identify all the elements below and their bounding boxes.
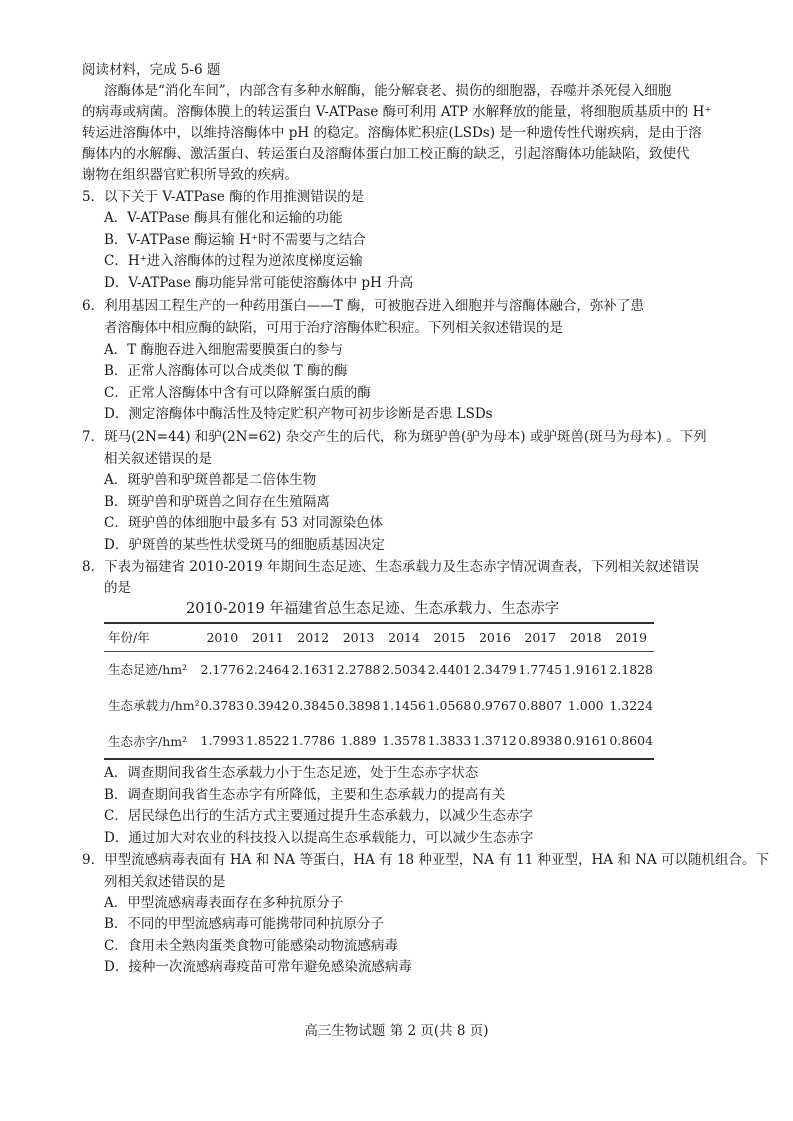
- question-8-option-b: B．调查期间我省生态赤字有所降低，主要和生态承载力的提高有关: [104, 787, 506, 803]
- table-cell: 2.1631: [291, 661, 336, 677]
- table-cell: 0.3845: [291, 697, 336, 713]
- question-9-stem: 9．甲型流感病毒表面有 HA 和 NA 等蛋白，HA 有 18 种亚型，NA 有 11 种亚型，HA 和 NA 可以随机组合。下: [82, 852, 769, 868]
- table-header-cell: 2019: [615, 629, 648, 645]
- table-row: [104, 687, 654, 723]
- passage-line: 谢物在组织器官贮积所导致的疾病。: [82, 167, 298, 183]
- question-7-option-c: C．斑驴兽的体细胞中最多有 53 对同源染色体: [104, 515, 384, 531]
- question-9-option-c: C．食用未全熟肉蛋类食物可能感染动物流感病毒: [104, 938, 398, 954]
- table-cell: 2.2788: [336, 661, 381, 677]
- table-cell: 1.3224: [609, 697, 654, 713]
- passage-line: 酶体内的水解酶、激活蛋白、转运蛋白及溶酶体蛋白加工校正酶的缺乏，引起溶酶体功能缺陷，致使代: [82, 146, 690, 162]
- question-6-option-a: A．T 酶胞吞进入细胞需要膜蛋白的参与: [104, 342, 344, 358]
- table-cell: 2.1776: [200, 661, 245, 677]
- table-cell: 0.8807: [518, 697, 563, 713]
- question-5-option-d: D．V-ATPase 酶功能异常可能使溶酶体中 pH 升高: [104, 275, 414, 291]
- table-header-cell: 2013: [342, 629, 375, 645]
- table-cell: 1.7993: [200, 733, 245, 748]
- question-6-option-d: D．测定溶酶体中酶活性及特定贮积产物可初步诊断是否患 LSDs: [104, 406, 493, 422]
- table-cell: 0.3783: [200, 697, 245, 713]
- question-7-stem-cont: 相关叙述错误的是: [104, 451, 212, 467]
- question-8-option-d: D．通过加大对农业的科技投入以提高生态承载能力，可以减少生态赤字: [104, 830, 534, 846]
- question-8-option-c: C．居民绿色出行的生活方式主要通过提升生态承载力，以减少生态赤字: [104, 808, 533, 824]
- table-cell: 0.3942: [245, 697, 290, 713]
- question-6-option-c: C．正常人溶酶体中含有可以降解蛋白质的酶: [104, 385, 371, 401]
- table-header-cell: 2011: [251, 629, 284, 645]
- question-5-option-b: B．V-ATPase 酶运输 H⁺时不需要与之结合: [104, 232, 366, 248]
- question-7-option-a: A．斑驴兽和驴斑兽都是二倍体生物: [104, 472, 317, 488]
- table-cell: 1.7745: [518, 661, 563, 677]
- ecology-table: [104, 622, 654, 760]
- table-header-cell: 2010: [206, 629, 239, 645]
- table-cell: 0.8938: [518, 733, 563, 748]
- table-cell: 0.3898: [336, 697, 381, 713]
- question-8-stem: 8．下表为福建省 2010-2019 年期间生态足迹、生态承载力及生态赤字情况调查表，下列相关叙述错误: [82, 559, 699, 575]
- question-9-option-d: D．接种一次流感病毒疫苗可常年避免感染流感病毒: [104, 959, 412, 975]
- table-cell: 2.3479: [473, 661, 517, 677]
- table-cell: 1.9161: [563, 661, 608, 677]
- table-header-cell: 2015: [433, 629, 466, 645]
- passage-line: 溶酶体是“消化车间”，内部含有多种水解酶，能分解衰老、损伤的细胞器，吞噬并杀死侵入细胞: [104, 83, 672, 99]
- table-cell: 生态足迹/hm²: [108, 662, 188, 678]
- question-9-option-a: A．甲型流感病毒表面存在多种抗原分子: [104, 895, 344, 911]
- question-6-stem: 6．利用基因工程生产的一种药用蛋白——T 酶，可被胞吞进入细胞并与溶酶体融合，弥补了患: [82, 298, 644, 314]
- passage-line: 转运进溶酶体中，以维持溶酶体中 pH 的稳定。溶酶体贮积症(LSDs) 是一种遗传性代谢疾病，是由于溶: [82, 125, 702, 141]
- table-cell: 0.9161: [563, 733, 608, 748]
- table-cell: 1.889: [340, 733, 377, 748]
- table-cell: 1.0568: [427, 697, 472, 713]
- table-cell: 生态承载力/hm²: [108, 698, 200, 713]
- question-9-option-b: B．不同的甲型流感病毒可能携带同种抗原分子: [104, 916, 384, 932]
- question-7-stem: 7．斑马(2N=44) 和驴(2N=62) 杂交产生的后代，称为斑驴兽(驴为母本) 或驴斑兽(斑马为母本) 。下列: [82, 429, 707, 445]
- table-cell: 生态赤字/hm²: [108, 733, 188, 749]
- table-cell: 0.8604: [609, 733, 654, 748]
- question-7-option-d: D．驴斑兽的某些性状受斑马的细胞质基因决定: [104, 537, 385, 553]
- question-8-option-a: A．调查期间我省生态承载力小于生态足迹，处于生态赤字状态: [104, 765, 479, 781]
- table-cell: 2.1828: [609, 661, 654, 677]
- question-6-stem-cont: 者溶酶体中相应酶的缺陷，可用于治疗溶酶体贮积症。下列相关叙述错误的是: [104, 320, 563, 336]
- table-header-row: [104, 623, 654, 651]
- passage-line: 的病毒或病菌。溶酶体膜上的转运蛋白 V-ATPase 酶可利用 ATP 水解释放的能量，将细胞质基质中的 H⁺: [82, 104, 712, 120]
- table-cell: 1.3833: [427, 733, 472, 748]
- table-cell: 1.3578: [382, 733, 426, 748]
- table-header-cell: 2016: [478, 629, 511, 645]
- question-5-option-a: A．V-ATPase 酶具有催化和运输的功能: [104, 210, 343, 226]
- table-cell: 1.3712: [473, 733, 517, 748]
- question-6-option-b: B．正常人溶酶体可以合成类似 T 酶的酶: [104, 363, 348, 379]
- table-cell: 1.1456: [382, 697, 426, 713]
- table-cell: 1.7786: [291, 733, 336, 748]
- table-header-cell: 年份/年: [108, 630, 150, 646]
- table-cell: 2.4401: [427, 661, 472, 677]
- table-header-cell: 2018: [569, 629, 602, 645]
- question-9-stem-cont: 列相关叙述错误的是: [104, 874, 226, 890]
- question-5-stem: 5．以下关于 V-ATPase 酶的作用推测错误的是: [82, 189, 365, 205]
- question-7-option-b: B．斑驴兽和驴斑兽之间存在生殖隔离: [104, 494, 330, 510]
- question-5-option-c: C．H⁺进入溶酶体的过程为逆浓度梯度运输: [104, 253, 363, 269]
- table-row: [104, 651, 654, 687]
- table-title: 2010-2019 年福建省总生态足迹、生态承载力、生态赤字: [186, 601, 560, 617]
- table-header-cell: 2012: [297, 629, 330, 645]
- table-cell: 1.8522: [245, 733, 290, 748]
- table-cell: 2.5034: [382, 661, 426, 677]
- table-cell: 1.000: [567, 697, 604, 713]
- table-cell: 2.2464: [245, 661, 290, 677]
- reading-heading: 阅读材料，完成 5-6 题: [82, 62, 221, 78]
- table-header-cell: 2014: [388, 629, 420, 645]
- page-footer: 高三生物试题 第 2 页(共 8 页): [304, 1023, 489, 1039]
- table-cell: 0.9767: [473, 697, 517, 713]
- question-8-stem-cont: 的是: [104, 580, 131, 596]
- table-row: [104, 723, 654, 759]
- table-header-cell: 2017: [524, 629, 557, 645]
